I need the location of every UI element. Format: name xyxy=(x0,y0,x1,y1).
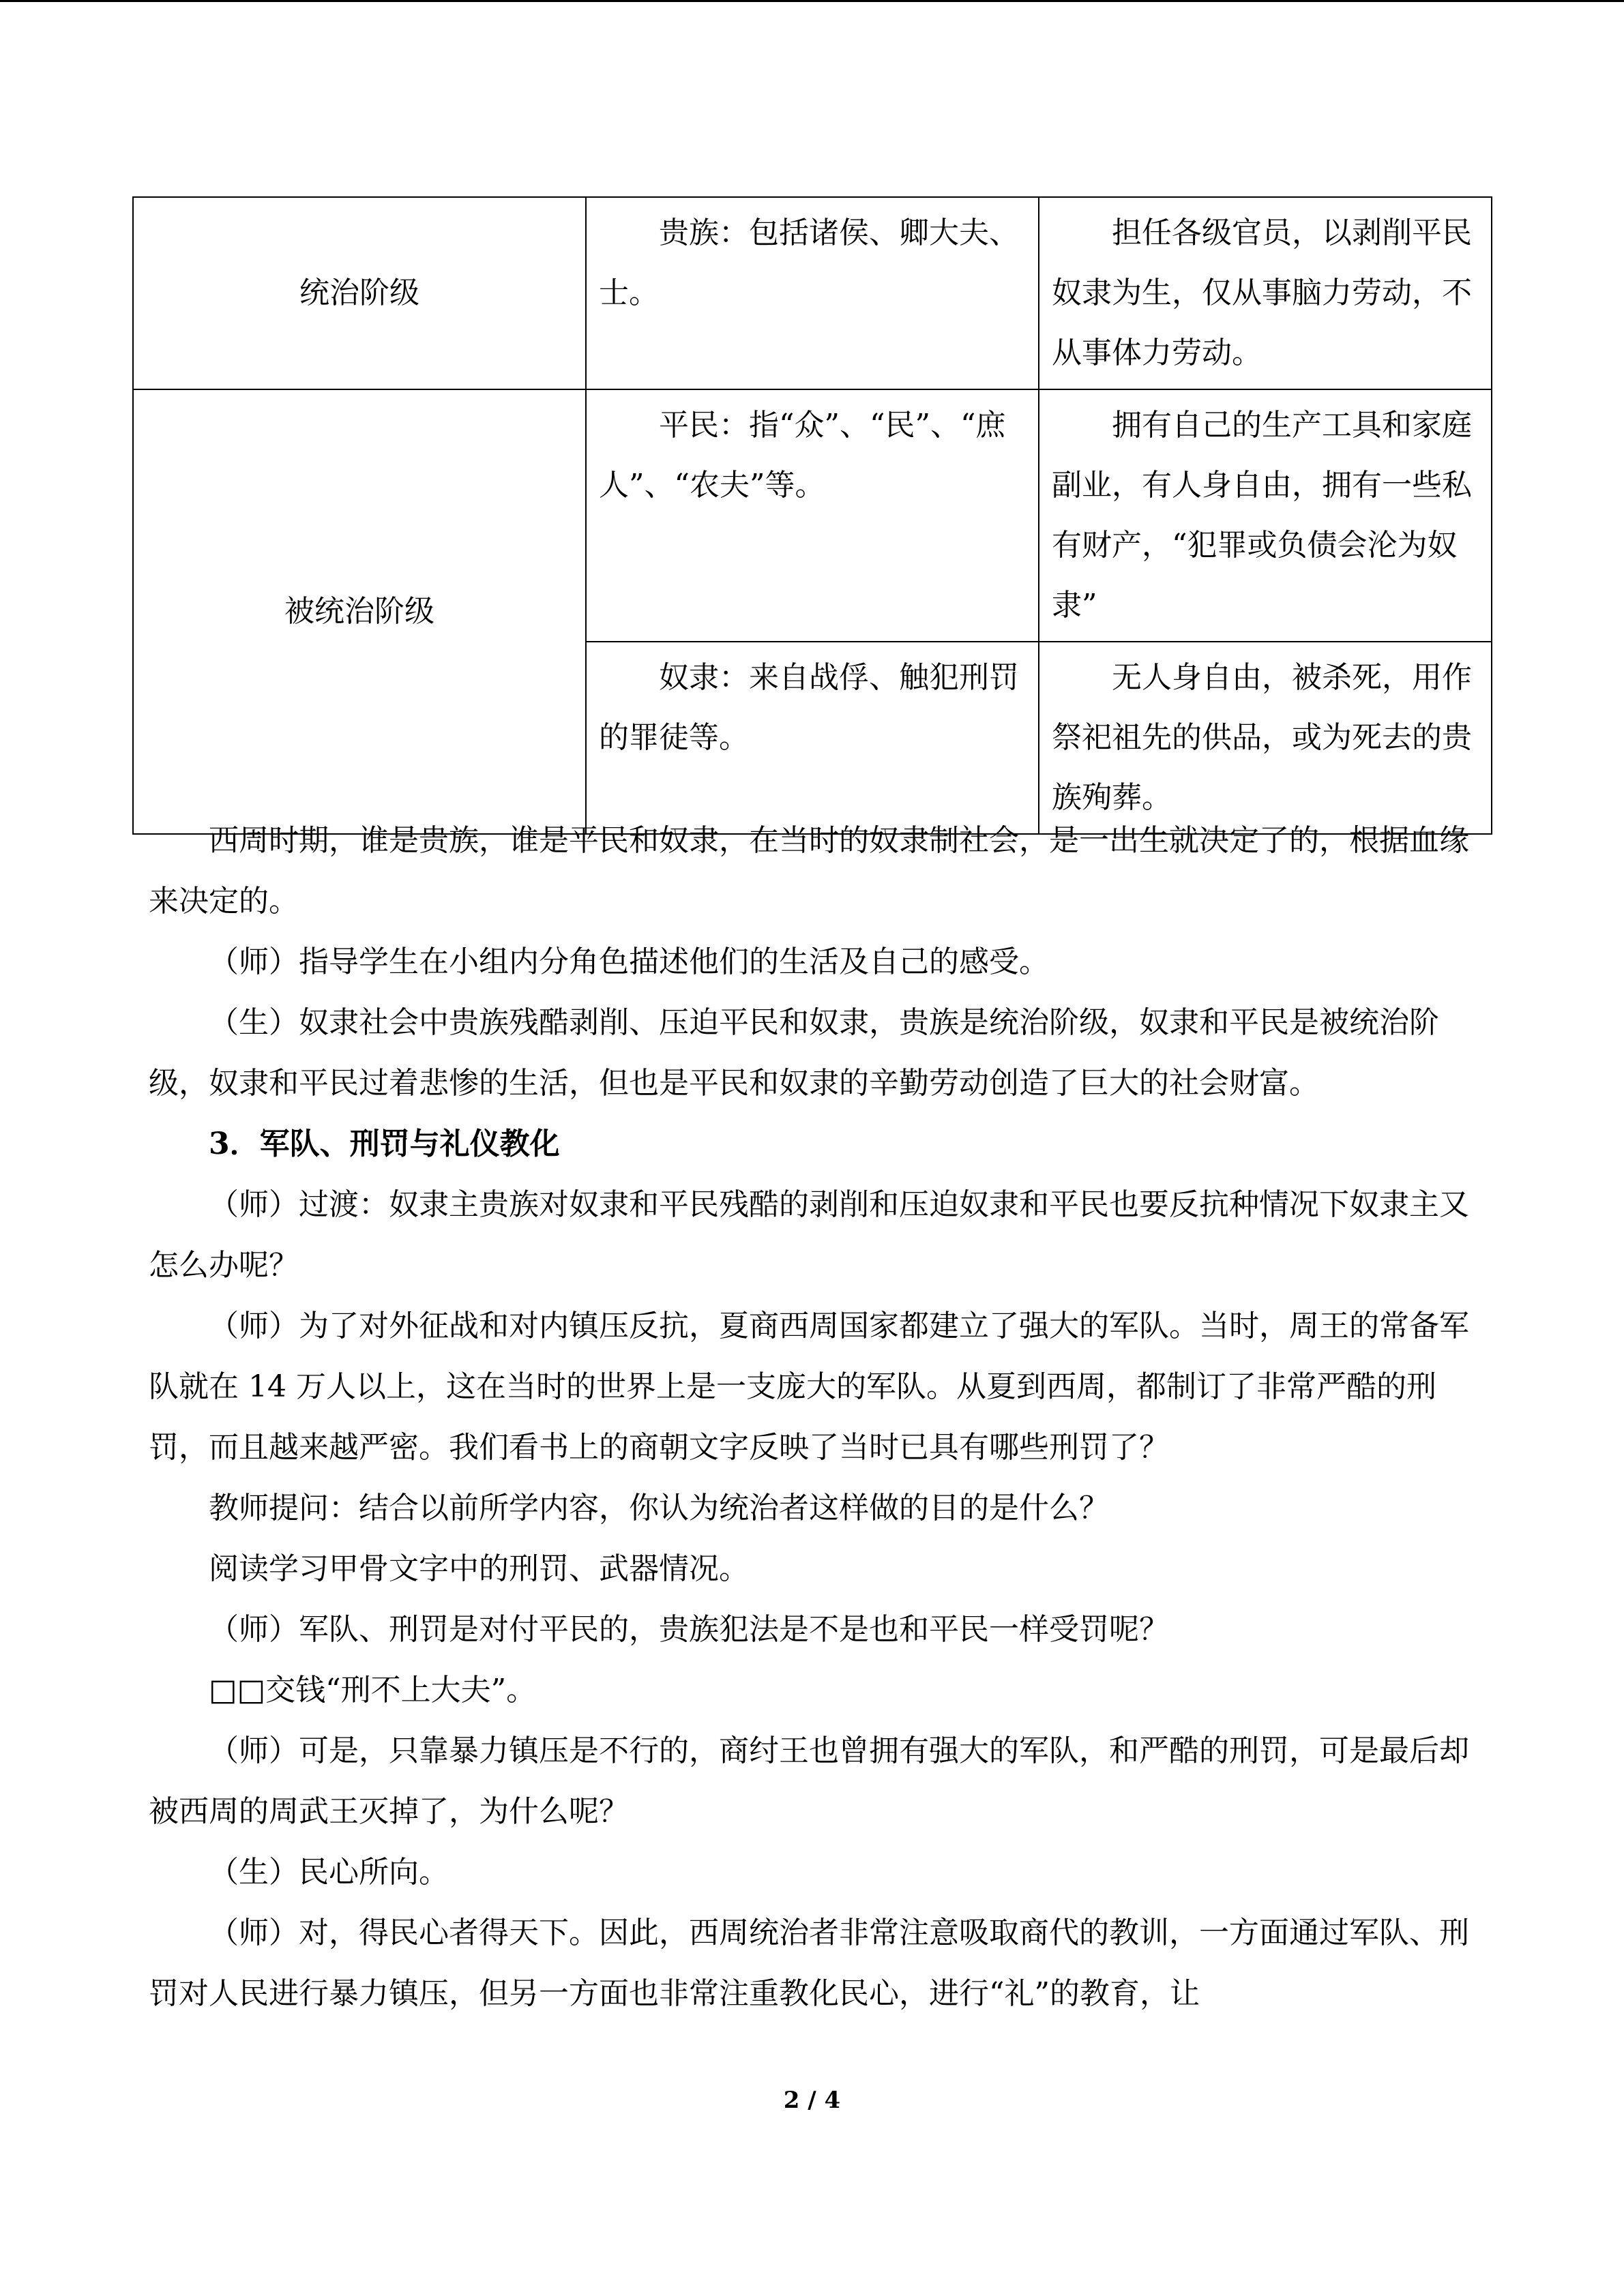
paragraph: （师）指导学生在小组内分角色描述他们的生活及自己的感受。 xyxy=(209,944,1049,979)
status-cell-slaves: 无人身自由，被杀死，用作祭祀祖先的供品，或为死去的贵族殉葬。 xyxy=(1039,642,1492,834)
paragraph: 阅读学习甲骨文字中的刑罚、武器情况。 xyxy=(209,1551,749,1586)
paragraph: （生）奴隶社会中贵族残酷剥削、压迫平民和奴隶，贵族是统治阶级，奴隶和平民是被统治阶级，奴隶和平民过着悲惨的生活，但也是平民和奴隶的辛勤劳动创造了巨大的社会财富。 xyxy=(149,1005,1439,1101)
top-border-line xyxy=(0,0,1624,2)
paragraph: 教师提问：结合以前所学内容，你认为统治者这样做的目的是什么？ xyxy=(209,1491,1109,1525)
paragraph: （师）可是，只靠暴力镇压是不行的，商纣王也曾拥有强大的军队，和严酷的刑罚，可是最后却被西周的周武王灭掉了，为什么呢？ xyxy=(149,1733,1469,1829)
status-cell-nobles: 担任各级官员，以剥削平民奴隶为生，仅从事脑力劳动，不从事体力劳动。 xyxy=(1039,197,1492,389)
paragraph: （师）军队、刑罚是对付平民的，贵族犯法是不是也和平民一样受罚呢？ xyxy=(209,1612,1169,1647)
paragraph: 西周时期，谁是贵族，谁是平民和奴隶，在当时的奴隶制社会，是一出生就决定了的，根据血缘来决定的。 xyxy=(149,823,1469,919)
paragraph: （师）为了对外征战和对内镇压反抗，夏商西周国家都建立了强大的军队。当时，周王的常备军队就在 14 万人以上，这在当时的世界上是一支庞大的军队。从夏到西周，都制订了非常严酷的刑罚，而且越来越严密。我们看书上的商朝文字反映了当时已具有哪些刑罚了？ xyxy=(149,1309,1469,1465)
paragraph: （师）过渡：奴隶主贵族对奴隶和平民残酷的剥削和压迫奴隶和平民也要反抗种情况下奴隶主又怎么办呢？ xyxy=(149,1187,1469,1283)
section-heading: 3．军队、刑罚与礼仪教化 xyxy=(209,1127,560,1161)
paragraph: （师）对，得民心者得天下。因此，西周统治者非常注意吸取商代的教训，一方面通过军队、刑罚对人民进行暴力镇压，但另一方面也非常注重教化民心，进行“礼”的教育，让 xyxy=(149,1915,1469,2011)
status-cell-commoners: 拥有自己的生产工具和家庭副业，有人身自由，拥有一些私有财产，“犯罪或负债会沦为奴隶” xyxy=(1039,389,1492,642)
paragraph: （生）民心所向。 xyxy=(209,1855,449,1890)
page-number: 2 / 4 xyxy=(783,2087,841,2114)
table-row xyxy=(133,389,1492,642)
class-structure-table xyxy=(132,196,1492,835)
document-body xyxy=(149,810,1486,2024)
group-cell-slaves: 奴隶：来自战俘、触犯刑罚的罪徒等。 xyxy=(586,642,1039,834)
class-cell-ruling: 统治阶级 xyxy=(133,197,586,389)
group-cell-nobles: 贵族：包括诸侯、卿大夫、士。 xyxy=(586,197,1039,389)
table-row xyxy=(133,197,1492,389)
group-cell-commoners: 平民：指“众”、“民”、“庶人”、“农夫”等。 xyxy=(586,389,1039,642)
class-cell-ruled: 被统治阶级 xyxy=(133,389,586,834)
paragraph: □□交钱“刑不上大夫”。 xyxy=(209,1673,537,1708)
